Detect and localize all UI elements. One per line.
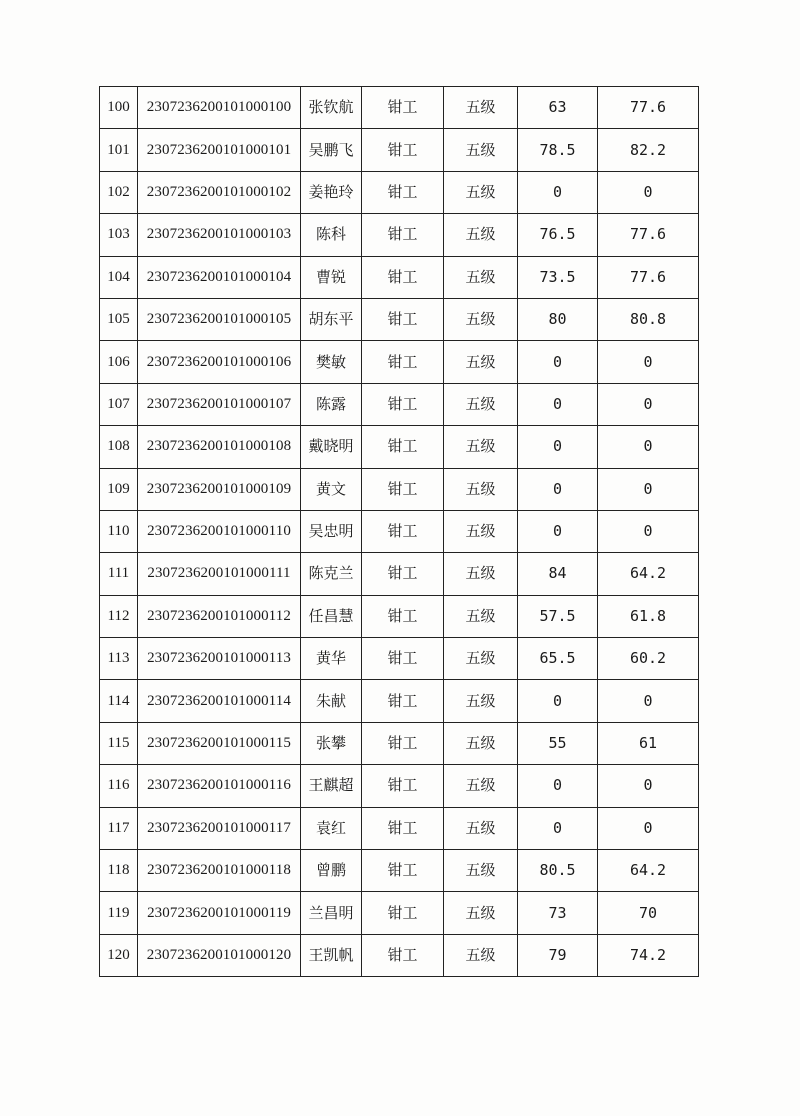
- row-number-cell: 106: [100, 341, 138, 383]
- table-row: [100, 638, 699, 680]
- row-number-cell: 119: [100, 892, 138, 934]
- candidate-id-cell: 2307236200101000115: [138, 722, 301, 764]
- trade-cell: 钳工: [362, 256, 444, 298]
- candidate-id-cell: 2307236200101000103: [138, 214, 301, 256]
- candidate-id-cell: 2307236200101000100: [138, 87, 301, 129]
- row-number-cell: 108: [100, 426, 138, 468]
- row-number-cell: 114: [100, 680, 138, 722]
- theory-score-cell: 0: [518, 171, 598, 213]
- practical-score-cell: 64.2: [598, 553, 699, 595]
- candidate-name-cell: 吴忠明: [301, 510, 362, 552]
- trade-cell: 钳工: [362, 383, 444, 425]
- practical-score-cell: 61: [598, 722, 699, 764]
- row-number-cell: 100: [100, 87, 138, 129]
- candidate-name-cell: 黄文: [301, 468, 362, 510]
- theory-score-cell: 73: [518, 892, 598, 934]
- grade-level-cell: 五级: [444, 341, 518, 383]
- grade-level-cell: 五级: [444, 426, 518, 468]
- grade-level-cell: 五级: [444, 638, 518, 680]
- practical-score-cell: 0: [598, 426, 699, 468]
- trade-cell: 钳工: [362, 298, 444, 340]
- grade-level-cell: 五级: [444, 553, 518, 595]
- grade-level-cell: 五级: [444, 383, 518, 425]
- trade-cell: 钳工: [362, 426, 444, 468]
- grade-level-cell: 五级: [444, 934, 518, 976]
- row-number-cell: 107: [100, 383, 138, 425]
- candidate-name-cell: 陈克兰: [301, 553, 362, 595]
- practical-score-cell: 61.8: [598, 595, 699, 637]
- row-number-cell: 105: [100, 298, 138, 340]
- candidate-id-cell: 2307236200101000120: [138, 934, 301, 976]
- candidate-name-cell: 胡东平: [301, 298, 362, 340]
- theory-score-cell: 80.5: [518, 850, 598, 892]
- row-number-cell: 118: [100, 850, 138, 892]
- trade-cell: 钳工: [362, 892, 444, 934]
- theory-score-cell: 76.5: [518, 214, 598, 256]
- practical-score-cell: 74.2: [598, 934, 699, 976]
- table-row: [100, 87, 699, 129]
- grade-level-cell: 五级: [444, 171, 518, 213]
- candidate-id-cell: 2307236200101000119: [138, 892, 301, 934]
- trade-cell: 钳工: [362, 722, 444, 764]
- trade-cell: 钳工: [362, 680, 444, 722]
- practical-score-cell: 80.8: [598, 298, 699, 340]
- trade-cell: 钳工: [362, 765, 444, 807]
- table-row: [100, 256, 699, 298]
- table-row: [100, 426, 699, 468]
- practical-score-cell: 60.2: [598, 638, 699, 680]
- candidate-id-cell: 2307236200101000104: [138, 256, 301, 298]
- candidate-id-cell: 2307236200101000109: [138, 468, 301, 510]
- candidate-name-cell: 张钦航: [301, 87, 362, 129]
- table-row: [100, 765, 699, 807]
- candidate-id-cell: 2307236200101000116: [138, 765, 301, 807]
- practical-score-cell: 0: [598, 468, 699, 510]
- theory-score-cell: 0: [518, 341, 598, 383]
- trade-cell: 钳工: [362, 638, 444, 680]
- candidate-id-cell: 2307236200101000102: [138, 171, 301, 213]
- grade-level-cell: 五级: [444, 87, 518, 129]
- theory-score-cell: 0: [518, 807, 598, 849]
- row-number-cell: 101: [100, 129, 138, 171]
- candidate-id-cell: 2307236200101000107: [138, 383, 301, 425]
- candidate-name-cell: 张攀: [301, 722, 362, 764]
- candidate-id-cell: 2307236200101000118: [138, 850, 301, 892]
- row-number-cell: 109: [100, 468, 138, 510]
- table-row: [100, 171, 699, 213]
- table-row: [100, 468, 699, 510]
- trade-cell: 钳工: [362, 87, 444, 129]
- practical-score-cell: 0: [598, 341, 699, 383]
- theory-score-cell: 0: [518, 510, 598, 552]
- trade-cell: 钳工: [362, 510, 444, 552]
- grade-level-cell: 五级: [444, 129, 518, 171]
- theory-score-cell: 65.5: [518, 638, 598, 680]
- practical-score-cell: 0: [598, 510, 699, 552]
- candidate-name-cell: 陈科: [301, 214, 362, 256]
- table-row: [100, 722, 699, 764]
- practical-score-cell: 0: [598, 765, 699, 807]
- candidate-id-cell: 2307236200101000105: [138, 298, 301, 340]
- candidate-id-cell: 2307236200101000111: [138, 553, 301, 595]
- table-row: [100, 807, 699, 849]
- theory-score-cell: 84: [518, 553, 598, 595]
- table-row: [100, 680, 699, 722]
- candidate-name-cell: 曹锐: [301, 256, 362, 298]
- row-number-cell: 113: [100, 638, 138, 680]
- theory-score-cell: 80: [518, 298, 598, 340]
- trade-cell: 钳工: [362, 553, 444, 595]
- theory-score-cell: 79: [518, 934, 598, 976]
- candidate-id-cell: 2307236200101000114: [138, 680, 301, 722]
- table-row: [100, 298, 699, 340]
- theory-score-cell: 78.5: [518, 129, 598, 171]
- row-number-cell: 104: [100, 256, 138, 298]
- score-table: [99, 86, 699, 977]
- row-number-cell: 116: [100, 765, 138, 807]
- grade-level-cell: 五级: [444, 214, 518, 256]
- row-number-cell: 102: [100, 171, 138, 213]
- grade-level-cell: 五级: [444, 850, 518, 892]
- practical-score-cell: 0: [598, 171, 699, 213]
- candidate-id-cell: 2307236200101000108: [138, 426, 301, 468]
- candidate-name-cell: 王麒超: [301, 765, 362, 807]
- candidate-name-cell: 樊敏: [301, 341, 362, 383]
- trade-cell: 钳工: [362, 807, 444, 849]
- practical-score-cell: 64.2: [598, 850, 699, 892]
- grade-level-cell: 五级: [444, 510, 518, 552]
- practical-score-cell: 77.6: [598, 87, 699, 129]
- grade-level-cell: 五级: [444, 765, 518, 807]
- practical-score-cell: 0: [598, 807, 699, 849]
- grade-level-cell: 五级: [444, 680, 518, 722]
- trade-cell: 钳工: [362, 934, 444, 976]
- theory-score-cell: 63: [518, 87, 598, 129]
- candidate-name-cell: 陈露: [301, 383, 362, 425]
- grade-level-cell: 五级: [444, 892, 518, 934]
- grade-level-cell: 五级: [444, 595, 518, 637]
- row-number-cell: 110: [100, 510, 138, 552]
- grade-level-cell: 五级: [444, 807, 518, 849]
- table-row: [100, 595, 699, 637]
- theory-score-cell: 0: [518, 765, 598, 807]
- table-row: [100, 129, 699, 171]
- candidate-name-cell: 曾鹏: [301, 850, 362, 892]
- practical-score-cell: 0: [598, 383, 699, 425]
- theory-score-cell: 0: [518, 383, 598, 425]
- theory-score-cell: 0: [518, 468, 598, 510]
- table-row: [100, 934, 699, 976]
- trade-cell: 钳工: [362, 214, 444, 256]
- row-number-cell: 111: [100, 553, 138, 595]
- table-row: [100, 553, 699, 595]
- trade-cell: 钳工: [362, 595, 444, 637]
- trade-cell: 钳工: [362, 850, 444, 892]
- grade-level-cell: 五级: [444, 468, 518, 510]
- trade-cell: 钳工: [362, 129, 444, 171]
- grade-level-cell: 五级: [444, 722, 518, 764]
- table-row: [100, 850, 699, 892]
- practical-score-cell: 82.2: [598, 129, 699, 171]
- candidate-id-cell: 2307236200101000101: [138, 129, 301, 171]
- candidate-id-cell: 2307236200101000117: [138, 807, 301, 849]
- theory-score-cell: 0: [518, 680, 598, 722]
- row-number-cell: 112: [100, 595, 138, 637]
- theory-score-cell: 0: [518, 426, 598, 468]
- row-number-cell: 120: [100, 934, 138, 976]
- trade-cell: 钳工: [362, 341, 444, 383]
- candidate-id-cell: 2307236200101000113: [138, 638, 301, 680]
- candidate-name-cell: 吴鹏飞: [301, 129, 362, 171]
- grade-level-cell: 五级: [444, 256, 518, 298]
- candidate-id-cell: 2307236200101000112: [138, 595, 301, 637]
- practical-score-cell: 77.6: [598, 256, 699, 298]
- grade-level-cell: 五级: [444, 298, 518, 340]
- candidate-name-cell: 王凯帆: [301, 934, 362, 976]
- candidate-name-cell: 袁红: [301, 807, 362, 849]
- practical-score-cell: 77.6: [598, 214, 699, 256]
- row-number-cell: 117: [100, 807, 138, 849]
- row-number-cell: 103: [100, 214, 138, 256]
- candidate-id-cell: 2307236200101000106: [138, 341, 301, 383]
- candidate-name-cell: 黄华: [301, 638, 362, 680]
- table-row: [100, 214, 699, 256]
- practical-score-cell: 70: [598, 892, 699, 934]
- score-table-body: [100, 87, 699, 977]
- table-row: [100, 510, 699, 552]
- candidate-name-cell: 姜艳玲: [301, 171, 362, 213]
- table-row: [100, 341, 699, 383]
- theory-score-cell: 57.5: [518, 595, 598, 637]
- theory-score-cell: 55: [518, 722, 598, 764]
- candidate-name-cell: 戴晓明: [301, 426, 362, 468]
- candidate-name-cell: 兰昌明: [301, 892, 362, 934]
- practical-score-cell: 0: [598, 680, 699, 722]
- theory-score-cell: 73.5: [518, 256, 598, 298]
- table-row: [100, 892, 699, 934]
- row-number-cell: 115: [100, 722, 138, 764]
- candidate-id-cell: 2307236200101000110: [138, 510, 301, 552]
- candidate-name-cell: 朱献: [301, 680, 362, 722]
- table-row: [100, 383, 699, 425]
- trade-cell: 钳工: [362, 468, 444, 510]
- trade-cell: 钳工: [362, 171, 444, 213]
- candidate-name-cell: 任昌慧: [301, 595, 362, 637]
